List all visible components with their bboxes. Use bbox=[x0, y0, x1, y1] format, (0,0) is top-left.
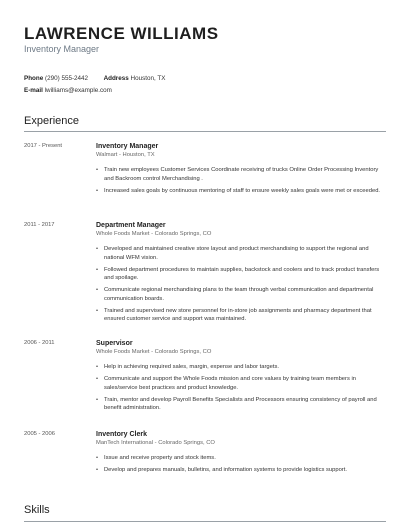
job-bullet: • Train, mentor and develop Payroll Benefits Specialists and Processors ensuring consistency of payroll and benefit administration. bbox=[96, 396, 388, 413]
job-employer: Whole Foods Market - Colorado Springs, CO bbox=[96, 349, 212, 355]
job-bullets bbox=[96, 166, 388, 199]
job-employer: Whole Foods Market - Colorado Springs, CO bbox=[96, 231, 212, 237]
job-bullet: • Communicate and support the Whole Foods mission and core values by training team members in sales/service best practices and product knowledge. bbox=[96, 375, 388, 392]
job-bullet: • Issue and receive property and stock items. bbox=[96, 454, 388, 463]
job-bullets bbox=[96, 245, 388, 327]
phone-label: Phone bbox=[24, 75, 44, 82]
job-dates: 2005 - 2006 bbox=[24, 431, 55, 437]
address-label: Address bbox=[103, 75, 129, 82]
job-bullet: • Communicate regional merchandising plans to the team through verbal communication and departmental communication boards. bbox=[96, 286, 388, 303]
job-title: Department Manager bbox=[96, 222, 166, 229]
job-bullets bbox=[96, 363, 388, 416]
job-bullet: • Developed and maintained creative store layout and product merchandising to support the regional and national WFM vision. bbox=[96, 245, 388, 262]
job-bullet: • Trained and supervised new store personnel for in-store job assignments and pharmacy department that ensured customer service and support was maintained. bbox=[96, 307, 388, 324]
job-employer: Walmart - Houston, TX bbox=[96, 152, 155, 158]
email-value[interactable]: lwilliams@example.com bbox=[44, 87, 112, 94]
job-title: Inventory Manager bbox=[96, 143, 159, 150]
job-dates: 2006 - 2011 bbox=[24, 340, 55, 346]
job-bullet: • Followed department procedures to maintain supplies, backstock and coolers and to track product transfers and spoilage. bbox=[96, 266, 388, 283]
skills-heading: Skills bbox=[24, 504, 50, 516]
skills-divider bbox=[24, 521, 386, 522]
job-title: Supervisor bbox=[96, 340, 133, 347]
email-label: E-mail bbox=[24, 87, 43, 94]
job-dates: 2017 - Present bbox=[24, 143, 63, 149]
job-bullet: • Develop and prepares manuals, bulletins, and information systems to provide logistics support. bbox=[96, 466, 388, 475]
contact-line-1 bbox=[24, 75, 165, 82]
job-dates: 2011 - 2017 bbox=[24, 222, 55, 228]
job-title: Inventory Clerk bbox=[96, 431, 147, 438]
job-bullet: • Help in achieving required sales, margin, expense and labor targets. bbox=[96, 363, 388, 372]
address-value: Houston, TX bbox=[130, 75, 166, 82]
contact-line-2 bbox=[24, 87, 112, 94]
job-employer: ManTech International - Colorado Springs, CO bbox=[96, 440, 215, 446]
candidate-title: Inventory Manager bbox=[24, 44, 100, 54]
job-bullet: • Increased sales goals by continuous mentoring of staff to ensure weekly sales goals were met or exceeded. bbox=[96, 187, 388, 196]
candidate-name: LAWRENCE WILLIAMS bbox=[24, 24, 219, 43]
experience-divider bbox=[24, 131, 386, 132]
job-bullet: • Train new employees Customer Services Coordinate receiving of trucks Online Order Processing Inventory and Backroom control Merchandising . bbox=[96, 166, 388, 183]
experience-heading: Experience bbox=[24, 115, 80, 127]
job-bullets bbox=[96, 454, 388, 478]
phone-value: (290) 555-2442 bbox=[45, 75, 89, 82]
